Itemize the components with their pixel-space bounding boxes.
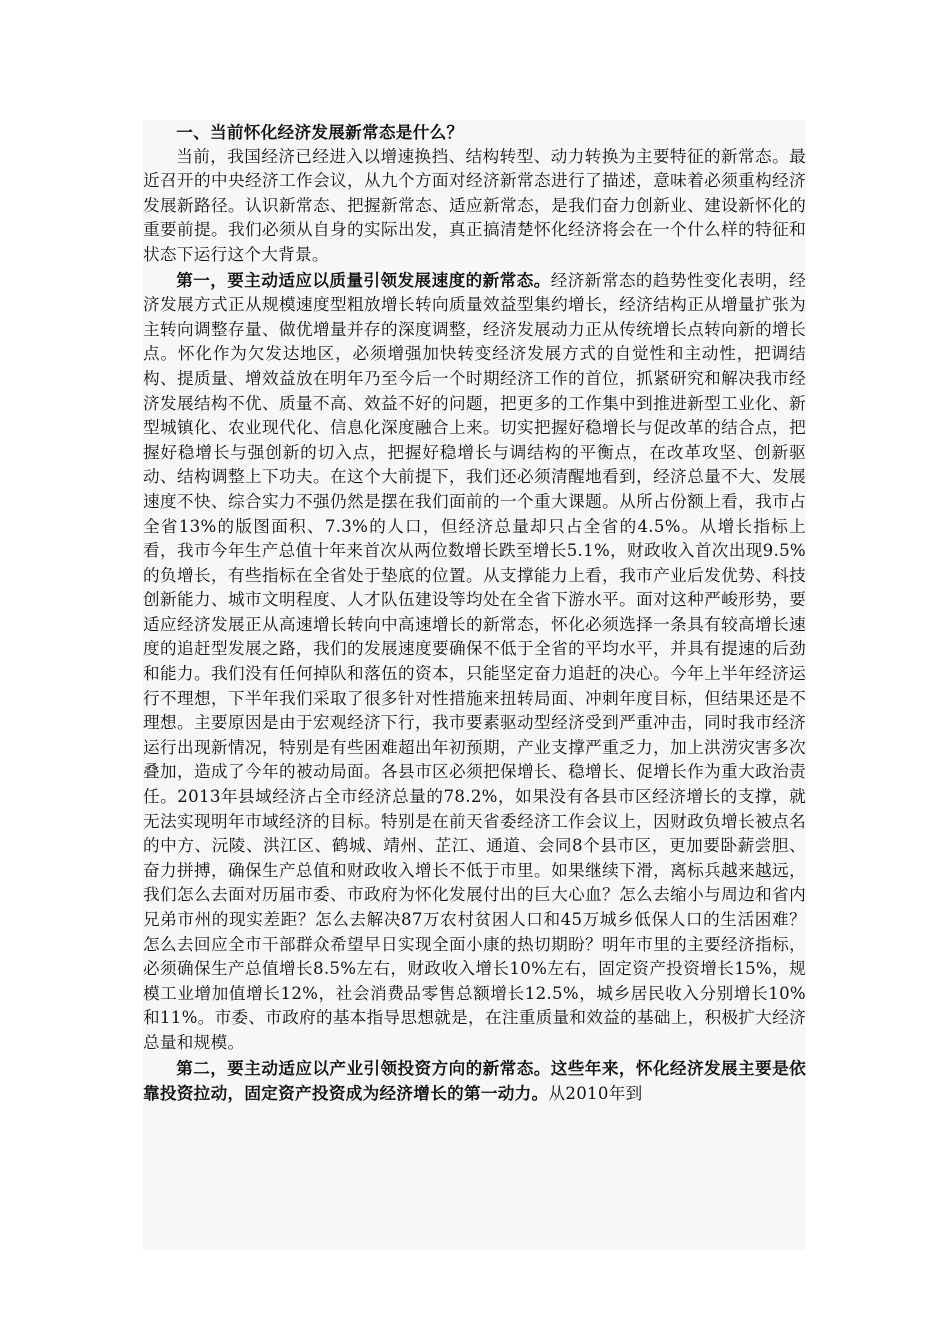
section-heading: 一、当前怀化经济发展新常态是什么？ <box>176 122 464 142</box>
document-body <box>143 120 806 1250</box>
section-one-paragraph <box>143 268 806 1056</box>
section-one-body: 经济新常态的趋势性变化表明，经济发展方式正从规模速度型粗放增长转向质量效益型集约增长，经济结构正从增量扩张为主转向调整存量、做优增量并存的深度调整，经济发展动力正从传统增长点转向新的增长点。怀化作为欠发达地区，必须增强加快转变经济发展方式的自觉性和主动性，把调结构、提质量、增效益放在明年乃至今后一个时期经济工作的首位，抓紧研究和解决我市经济发展结构不优、质量不高、效益不好的问题，把更多的工作集中到推进新型工业化、新型城镇化、农业现代化、信息化深度融合上来。切实把握好稳增长与促改革的结合点，把握好稳增长与强创新的切入点，把握好稳增长与调结构的平衡点，在改革攻坚、创新驱动、结构调整上下功夫。在这个大前提下，我们还必须清醒地看到，经济总量不大、发展速度不快、综合实力不强仍然是摆在我们面前的一个重大课题。从所占份额上看，我市占全省13%的版图面积、7.3%的人口，但经济总量却只占全省的4.5%。从增长指标上看，我市今年生产总值十年来首次从两位数增长跌至增长5.1%，财政收入首次出现9.5%的负增长，有些指标在全省处于垫底的位置。从支撑能力上看，我市产业后发优势、科技创新能力、城市文明程度、人才队伍建设等均处在全省下游水平。面对这种严峻形势，要适应经济发展正从高速增长转向中高速增长的新常态，怀化必须选择一条具有较高增长速度的追赶型发展之路，我们的发展速度要确保不低于全省的平均水平，并具有提速的后劲和能力。我们没有任何掉队和落伍的资本，只能坚定奋力追赶的决心。今年上半年经济运行不理想，下半年我们采取了很多针对性措施来扭转局面、冲刺年度目标，但结果还是不理想。主要原因是由于宏观经济下行，我市要素驱动型经济受到严重冲击，同时我市经济运行出现新情况，特别是有些困难超出年初预期，产业支撑严重乏力，加上洪涝灾害多次叠加，造成了今年的被动局面。各县市区必须把保增长、稳增长、促增长作为重大政治责任。2013年县域经济占全市经济总量的78.2%，如果没有各县市区经济增长的支撑，就无法实现明年市域经济的目标。特别是在前天省委经济工作会议上，因财政负增长被点名的中方、沅陵、洪江区、鹤城、靖州、芷江、通道、会同8个县市区，更加要卧薪尝胆、奋力拼搏，确保生产总值和财政收入增长不低于市里。如果继续下滑，离标兵越来越远，我们怎么去面对历届市委、市政府为怀化发展付出的巨大心血？怎么去缩小与周边和省内兄弟市州的现实差距？怎么去解决87万农村贫困人口和45万城乡低保人口的生活困难？怎么去回应全市干部群众希望早日实现全面小康的热切期盼？明年市里的主要经济指标，必须确保生产总值增长8.5%左右，财政收入增长10%左右，固定资产投资增长15%，规模工业增加值增长12%，社会消费品零售总额增长12.5%，城乡居民收入分别增长10%和11%。市委、市政府的基本指导思想就是，在注重质量和效益的基础上，积极扩大经济总量和规模。 <box>143 270 806 1052</box>
intro-paragraph: 当前，我国经济已经进入以增速换挡、结构转型、动力转换为主要特征的新常态。最近召开的中央经济工作会议，从九个方面对经济新常态进行了描述，意味着必须重构经济发展新路径。认识新常态、把握新常态、适应新常态，是我们奋力创新业、建设新怀化的重要前提。我们必须从自身的实际出发，真正搞清楚怀化经济将会在一个什么样的特征和状态下运行这个大背景。 <box>143 146 806 264</box>
section-one-lead: 第一，要主动适应以质量引领发展速度的新常态。 <box>176 269 551 290</box>
section-two-paragraph <box>143 1056 806 1107</box>
section-two-body: 从2010年到 <box>548 1084 643 1104</box>
section-two-lead: 第二，要主动适应以产业引领投资方向的新常态。这些年来，怀化经济发展主要是依靠投资拉动，固定资产投资成为经济增长的第一动力。 <box>143 1057 806 1104</box>
